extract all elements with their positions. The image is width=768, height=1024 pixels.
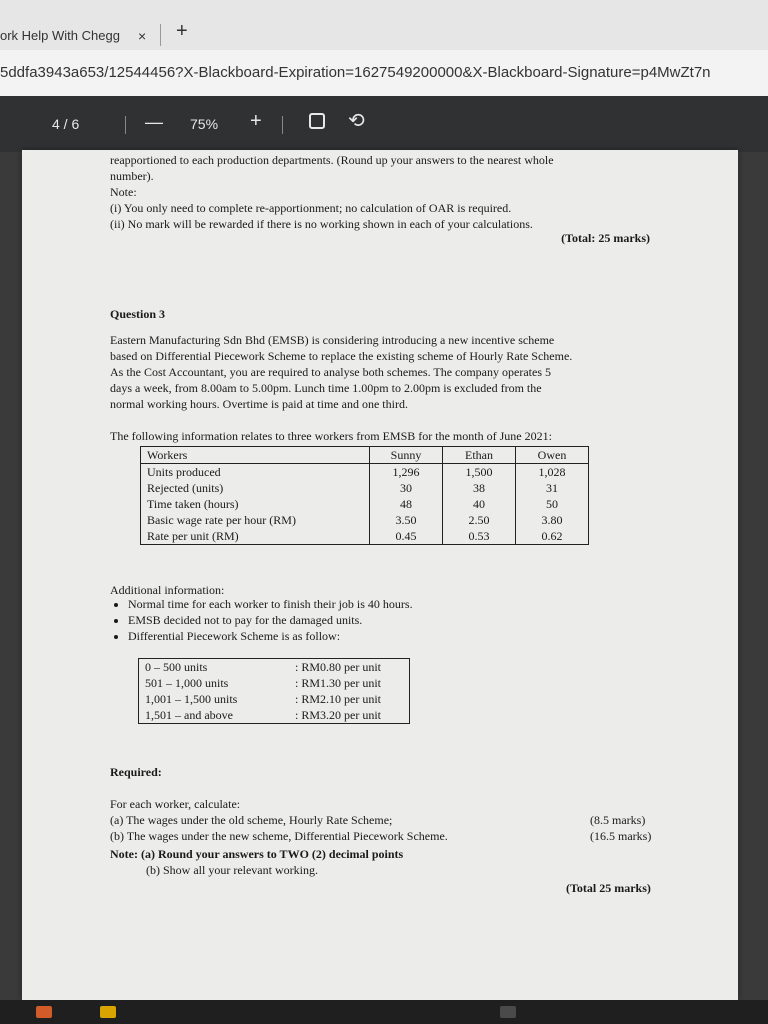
for-each-line: For each worker, calculate: [110, 797, 241, 811]
table-header-cell: Owen [516, 447, 589, 464]
required-title: Required: [110, 765, 162, 779]
table-row [141, 480, 589, 496]
page-indicator[interactable]: 4 / 6 [52, 116, 80, 132]
total-marks-q3: (Total 25 marks) [566, 881, 651, 895]
table-cell: 38 [443, 480, 516, 496]
table-row [139, 691, 410, 707]
list-item: • Normal time for each worker to finish their job is 40 hours. [128, 596, 648, 612]
table-row [141, 464, 589, 481]
table-cell: 30 [370, 480, 443, 496]
table-cell: Rejected (units) [141, 480, 370, 496]
q3-para-4: days a week, from 8.00am to 5.00pm. Lunch time 1.00pm to 2.00pm is excluded from the [110, 381, 542, 395]
table-header-cell: Ethan [443, 447, 516, 464]
system-icon[interactable] [500, 1006, 516, 1018]
table-cell: 3.50 [370, 512, 443, 528]
q3-para-1: Eastern Manufacturing Sdn Bhd (EMSB) is considering introducing a new incentive scheme [110, 333, 555, 347]
note2-b: (b) Show all your relevant working. [146, 863, 318, 877]
list-item: • EMSB decided not to pay for the damaged units. [128, 612, 648, 628]
table-row [139, 659, 410, 676]
table-cell: 1,501 – and above [145, 708, 233, 722]
zoom-in-button[interactable]: + [250, 110, 262, 132]
table-cell: 2.50 [443, 512, 516, 528]
table-cell: 0 – 500 units [145, 660, 208, 674]
folder-icon[interactable] [100, 1006, 116, 1018]
table-cell: Time taken (hours) [141, 496, 370, 512]
total-marks-prev: (Total: 25 marks) [561, 231, 650, 245]
q3-para-3: As the Cost Accountant, you are required to analyse both schemes. The company operates 5 [110, 365, 551, 379]
note2-a: Note: (a) Round your answers to TWO (2) decimal points [110, 847, 404, 861]
table-cell: 0.62 [516, 528, 589, 545]
piecework-rate-table [138, 658, 410, 724]
additional-title: Additional information: [110, 583, 225, 597]
question-title: Question 3 [110, 307, 166, 321]
table-row [141, 496, 589, 512]
table-cell: : RM1.30 per unit [295, 676, 381, 690]
table-cell: : RM0.80 per unit [295, 660, 381, 674]
table-cell: Rate per unit (RM) [141, 528, 370, 545]
pdf-page [22, 150, 738, 1000]
table-cell: 31 [516, 480, 589, 496]
table-cell: Basic wage rate per hour (RM) [141, 512, 370, 528]
table-intro: The following information relates to three workers from EMSB for the month of June 2021: [110, 429, 552, 443]
table-cell: : RM2.10 per unit [295, 692, 381, 706]
tab-title[interactable]: ork Help With Chegg [0, 28, 120, 43]
workers-table [140, 446, 589, 545]
taskbar [0, 1000, 768, 1024]
app-icon[interactable] [36, 1006, 52, 1018]
intro-line-2: number). [110, 169, 154, 183]
fit-page-icon[interactable] [309, 113, 325, 129]
toolbar-divider [282, 116, 283, 134]
requirement-a-marks: (8.5 marks) [590, 813, 646, 827]
new-tab-button[interactable]: + [176, 20, 188, 42]
table-header-cell: Sunny [370, 447, 443, 464]
pdf-toolbar [0, 96, 768, 152]
url-text[interactable]: 5ddfa3943a653/12544456?X-Blackboard-Expiration=1627549200000&X-Blackboard-Signature=p4MwZt7n [0, 64, 711, 81]
browser-tab[interactable] [0, 22, 162, 50]
table-cell: 1,028 [516, 464, 589, 481]
q3-para-2: based on Differential Piecework Scheme to replace the existing scheme of Hourly Rate Scheme. [110, 349, 573, 363]
table-header-cell: Workers [141, 447, 370, 464]
requirement-a: (a) The wages under the old scheme, Hourly Rate Scheme; [110, 813, 393, 827]
intro-line-1: reapportioned to each production departments. (Round up your answers to the nearest whole [110, 153, 554, 167]
requirement-b: (b) The wages under the new scheme, Differential Piecework Scheme. [110, 829, 448, 843]
zoom-out-button[interactable]: — [145, 112, 163, 132]
table-cell: 40 [443, 496, 516, 512]
list-item: • Differential Piecework Scheme is as follow: [128, 628, 648, 644]
table-cell: 48 [370, 496, 443, 512]
table-cell: 1,296 [370, 464, 443, 481]
note-i: (i) You only need to complete re-apportionment; no calculation of OAR is required. [110, 201, 512, 215]
table-row [141, 512, 589, 528]
table-cell: 3.80 [516, 512, 589, 528]
table-cell: 50 [516, 496, 589, 512]
table-row [141, 528, 589, 545]
table-row [139, 675, 410, 691]
toolbar-divider [125, 116, 126, 134]
table-cell: 501 – 1,000 units [145, 676, 229, 690]
requirement-b-marks: (16.5 marks) [590, 829, 652, 843]
table-header-row [141, 447, 589, 464]
note-ii: (ii) No mark will be rewarded if there is no working shown in each of your calculations. [110, 217, 533, 231]
zoom-level[interactable]: 75% [190, 116, 219, 132]
table-cell: : RM3.20 per unit [295, 708, 381, 722]
table-cell: 0.45 [370, 528, 443, 545]
table-cell: 0.53 [443, 528, 516, 545]
additional-list [110, 596, 648, 644]
table-cell: Units produced [141, 464, 370, 481]
browser-tab-bar [0, 0, 768, 50]
tab-divider [160, 24, 161, 46]
table-cell: 1,001 – 1,500 units [145, 692, 238, 706]
tab-close-icon[interactable]: × [138, 28, 147, 44]
rotate-icon[interactable]: ⟲ [348, 110, 365, 132]
table-row [139, 707, 410, 724]
note-label: Note: [110, 185, 137, 199]
table-cell: 1,500 [443, 464, 516, 481]
address-bar[interactable] [0, 50, 768, 96]
q3-para-5: normal working hours. Overtime is paid at time and one third. [110, 397, 408, 411]
